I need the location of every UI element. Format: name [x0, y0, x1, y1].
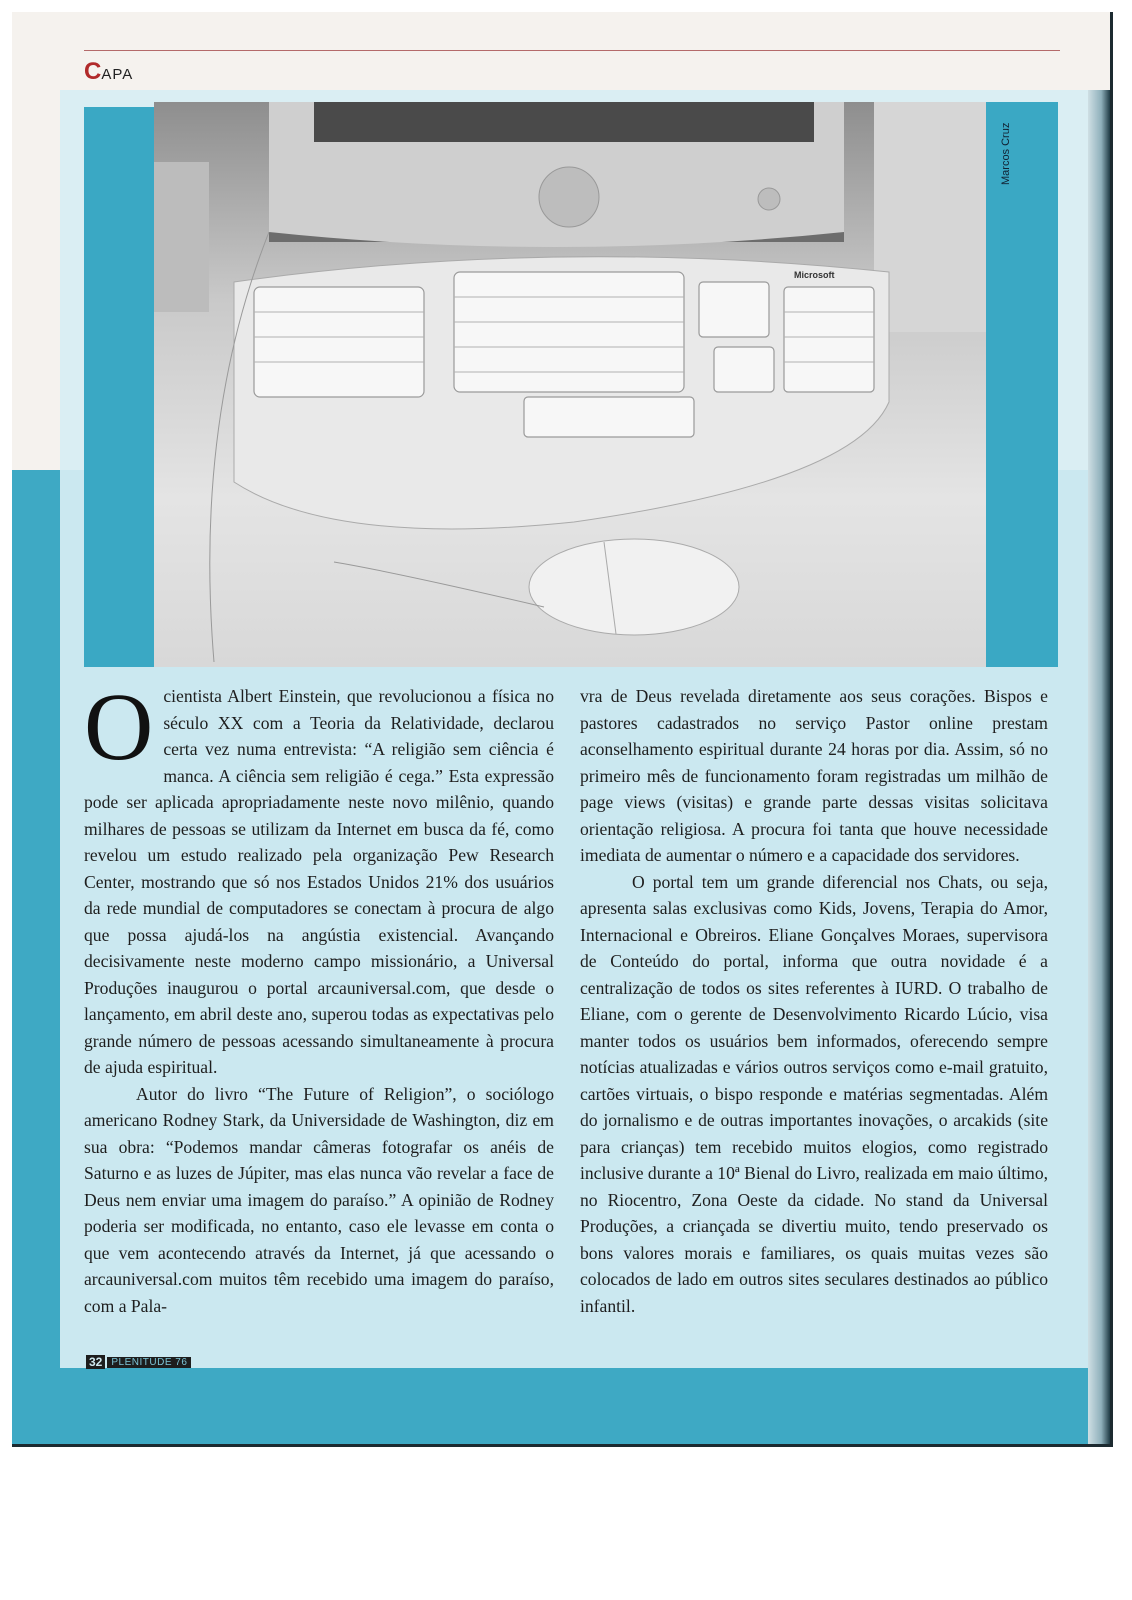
paragraph-1-text: cientista Albert Einstein, que revolucionou a física no século XX com a Teoria da Relatividade, declarou certa vez numa entrevista: “A religião sem ciência é manca. A ciência sem religião é cega.” Esta expressão pode ser aplicada apropriadamente neste novo milênio, quando milhares de pessoas se utilizam da Internet em busca da fé, como revelou um estudo realizado pela organização Pew Research Center, mostrando que só nos Estados Unidos 21% dos usuários da rede mundial de computadores se conectam à procura de algo que possa ajudá-los na angústia existencial. Avançando decisivamente neste moderno campo missionário, a Universal Produções inaugurou o portal arcauniversal.com, que desde o lançamento, em abril deste ano, superou todas as expectativas pelo grande número de pessoas acessando simultaneamente à procura de ajuda espiritual. — [84, 686, 554, 1077]
keyboard-and-mouse-photo — [154, 102, 986, 667]
photo-teal-strip-left — [84, 107, 154, 667]
page-spine — [1088, 90, 1110, 1444]
photo-credit: Marcos Cruz — [1000, 122, 1012, 185]
mouse-cable — [334, 562, 544, 607]
keyboard-brand-label: Microsoft — [794, 270, 835, 280]
speaker — [154, 162, 209, 312]
page-folio — [86, 1355, 191, 1369]
power-button-icon — [758, 188, 780, 210]
computer-tower — [874, 102, 986, 332]
article-paragraph-3: vra de Deus revelada diretamente aos seus corações. Bispos e pastores cadastrados no serviço Pastor online prestam aconselhamento espiritual durante 24 horas por dia. Assim, só no primeiro mês de funcionamento foram registradas um milhão de page views (visitas) e grande parte dessas visitas solicitava orientação religiosa. A procura foi tanta que houve necessidade imediata de aumentar o número e a capacidade dos servidores. — [580, 686, 1048, 865]
dropcap: O — [84, 673, 154, 780]
monitor-display — [314, 102, 814, 142]
section-label — [84, 58, 133, 86]
photo-illustration — [154, 102, 986, 667]
header-rule — [84, 50, 1060, 51]
page-number: 32 — [86, 1355, 105, 1369]
monitor-dial-icon — [539, 167, 599, 227]
article-column-right — [580, 683, 1048, 1319]
mouse — [529, 539, 739, 635]
magazine-name: PLENITUDE 76 — [107, 1357, 191, 1368]
article-column-left — [84, 673, 554, 1319]
article-paragraph-1 — [84, 673, 554, 1081]
section-initial: C — [84, 58, 102, 85]
photo-teal-strip-right — [986, 102, 1058, 667]
article-paragraph-2: Autor do livro “The Future of Religion”, o sociólogo americano Rodney Stark, da Universidade de Washington, diz em sua obra: “Podemos mandar câmeras fotografar os anéis de Saturno e as luzes de Júpiter, mas elas nunca vão revelar a face de Deus nem enviar uma imagem do paraíso.” A opinião de Rodney poderia ser modificada, no entanto, caso ele levasse em conta o que vem acontecendo através da Internet, já que acessando o arcauniversal.com muitos têm recebido uma imagem do paraíso, com a Pala- — [84, 1083, 554, 1316]
section-rest: APA — [101, 66, 134, 83]
article-paragraph-4: O portal tem um grande diferencial nos Chats, ou seja, apresenta salas exclusivas como Kids, Jovens, Terapia do Amor, Internacional e Obreiros. Eliane Gonçalves Moraes, supervisora de Conteúdo do portal, informa que outra novidade é a centralização de todos os sites referentes à IURD. O trabalho de Eliane, com o gerente de Desenvolvimento Ricardo Lúcio, visa manter todos os usuários bem informados, oferecendo sempre notícias atualizadas e vários outros serviços como e-mail gratuito, cartões virtuais, o bispo responde e matérias segmentadas. Além do jornalismo e de outras importantes inovações, o arcakids (site para crianças) tem recebido muitos elogios, como registrado inclusive durante a 10ª Bienal do Livro, realizada em maio último, no Riocentro, Zona Oeste da cidade. No stand da Universal Produções, a criançada se divertiu muito, tendo preservado os bons valores morais e familiares, os quais muitas vezes são colocados de lado em outros sites seculares destinados ao público infantil. — [580, 871, 1049, 1316]
